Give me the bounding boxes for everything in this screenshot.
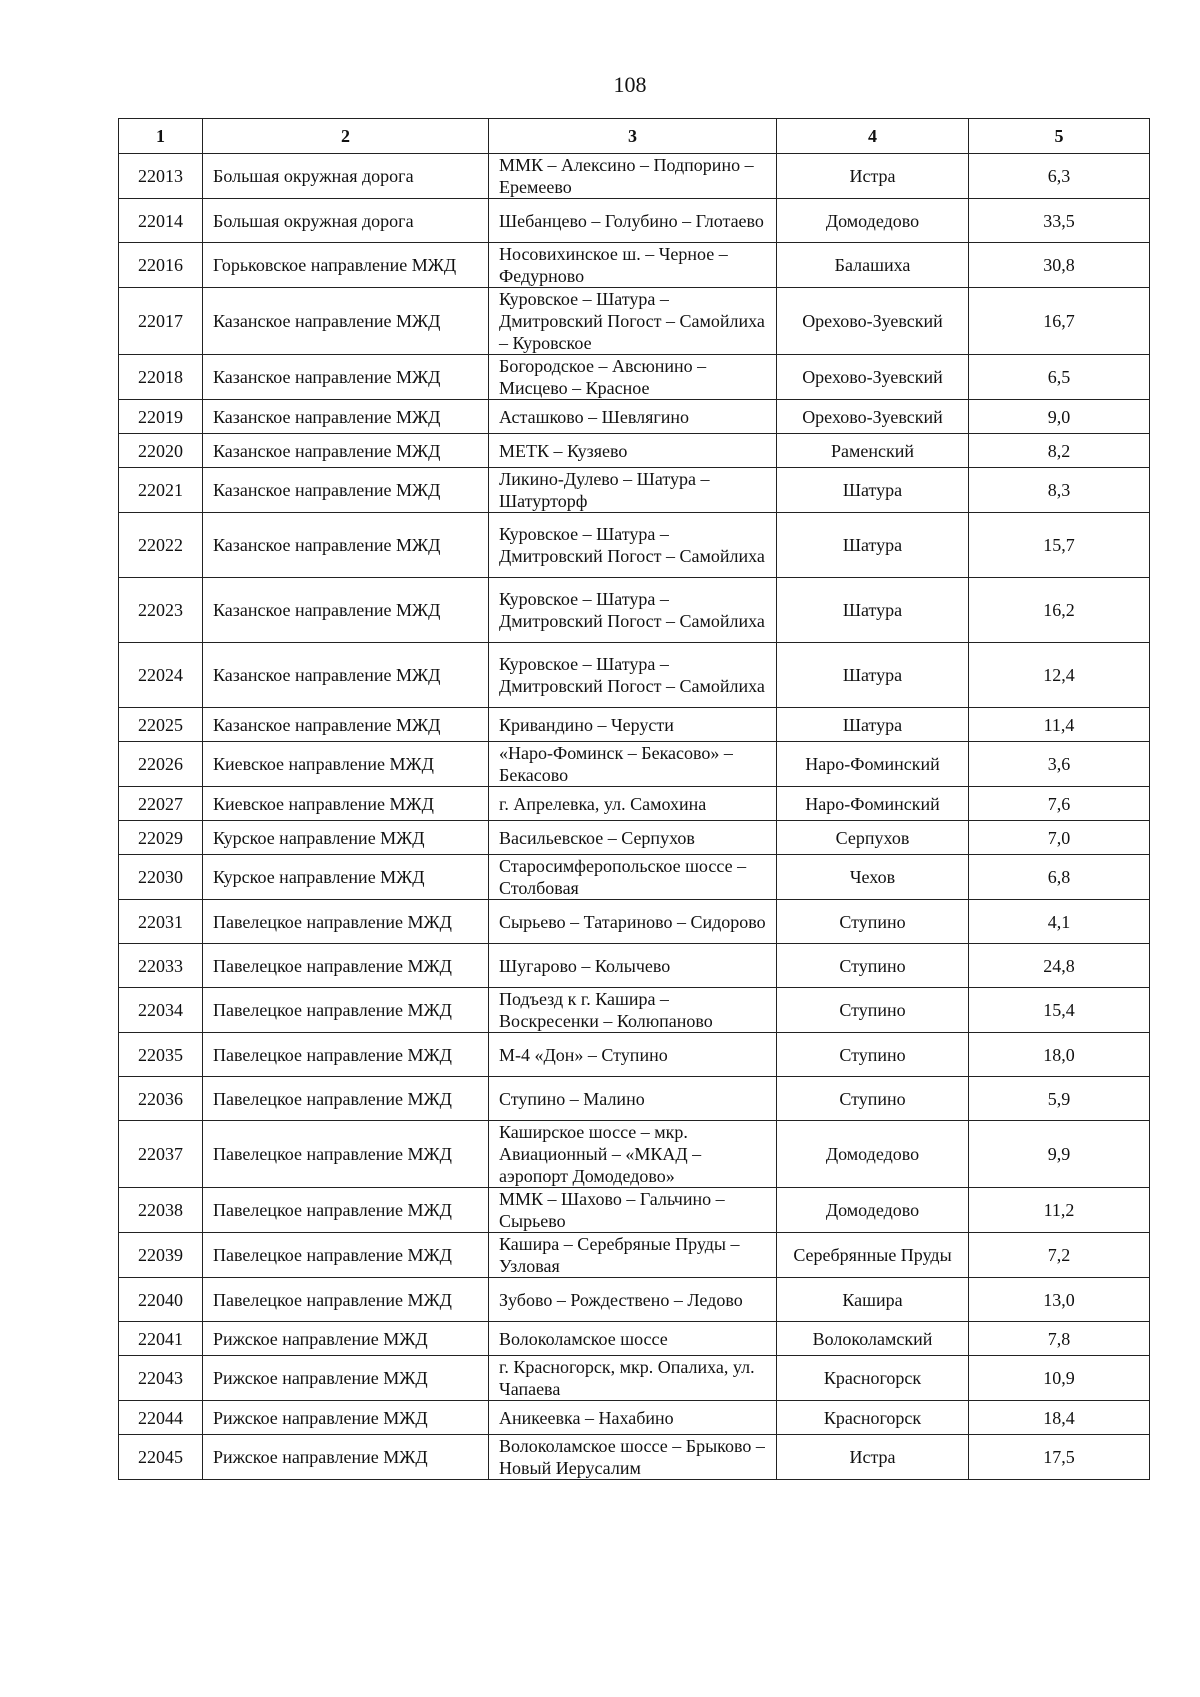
length-cell: 18,0 [969,1033,1150,1077]
district-cell: Наро-Фоминский [777,787,969,821]
road-name-cell: г. Апрелевка, ул. Самохина [489,787,777,821]
road-name-cell: Носовихинское ш. – Черное – Федурново [489,243,777,288]
road-name-cell: Старосимферопольское шоссе – Столбовая [489,855,777,900]
road-id-cell: 22014 [119,199,203,243]
road-name-cell: М-4 «Дон» – Ступино [489,1033,777,1077]
district-cell: Серпухов [777,821,969,855]
table-row [119,1233,1150,1278]
railway-direction-cell: Павелецкое направление МЖД [203,1188,489,1233]
road-name-cell: «Наро-Фоминск – Бекасово» – Бекасово [489,742,777,787]
table-row [119,1356,1150,1401]
district-cell: Кашира [777,1278,969,1322]
district-cell: Истра [777,1435,969,1480]
railway-direction-cell: Павелецкое направление МЖД [203,1077,489,1121]
table-row [119,855,1150,900]
road-name-cell: Волоколамское шоссе – Брыково – Новый Иерусалим [489,1435,777,1480]
road-id-cell: 22039 [119,1233,203,1278]
railway-direction-cell: Павелецкое направление МЖД [203,944,489,988]
length-cell: 18,4 [969,1401,1150,1435]
railway-direction-cell: Рижское направление МЖД [203,1401,489,1435]
road-name-cell: Волоколамское шоссе [489,1322,777,1356]
length-cell: 15,4 [969,988,1150,1033]
road-id-cell: 22019 [119,400,203,434]
railway-direction-cell: Казанское направление МЖД [203,513,489,578]
length-cell: 13,0 [969,1278,1150,1322]
length-cell: 7,8 [969,1322,1150,1356]
table-row [119,821,1150,855]
table-row [119,708,1150,742]
road-id-cell: 22045 [119,1435,203,1480]
table-row [119,988,1150,1033]
road-id-cell: 22026 [119,742,203,787]
table-row [119,355,1150,400]
railway-direction-cell: Киевское направление МЖД [203,787,489,821]
district-cell: Ступино [777,944,969,988]
table-row [119,578,1150,643]
district-cell: Домодедово [777,1188,969,1233]
length-cell: 12,4 [969,643,1150,708]
column-header-2: 2 [203,119,489,154]
railway-direction-cell: Павелецкое направление МЖД [203,988,489,1033]
road-id-cell: 22036 [119,1077,203,1121]
road-name-cell: Каширское шоссе – мкр. Авиационный – «МКАД – аэропорт Домодедово» [489,1121,777,1188]
table-row [119,1322,1150,1356]
length-cell: 11,4 [969,708,1150,742]
table-row [119,434,1150,468]
length-cell: 5,9 [969,1077,1150,1121]
table-row [119,1188,1150,1233]
road-id-cell: 22013 [119,154,203,199]
road-name-cell: Богородское – Авсюнино – Мисцево – Красное [489,355,777,400]
road-name-cell: Сырьево – Татариново – Сидорово [489,900,777,944]
table-row [119,787,1150,821]
district-cell: Балашиха [777,243,969,288]
table-row [119,199,1150,243]
district-cell: Истра [777,154,969,199]
length-cell: 8,2 [969,434,1150,468]
road-id-cell: 22027 [119,787,203,821]
road-id-cell: 22033 [119,944,203,988]
length-cell: 10,9 [969,1356,1150,1401]
length-cell: 7,0 [969,821,1150,855]
page-number: 108 [613,72,647,97]
road-name-cell: Куровское – Шатура – Дмитровский Погост – Самойлиха [489,513,777,578]
railway-direction-cell: Горьковское направление МЖД [203,243,489,288]
railway-direction-cell: Павелецкое направление МЖД [203,1233,489,1278]
length-cell: 3,6 [969,742,1150,787]
district-cell: Ступино [777,900,969,944]
railway-direction-cell: Казанское направление МЖД [203,643,489,708]
railway-direction-cell: Киевское направление МЖД [203,742,489,787]
road-name-cell: Асташково – Шевлягино [489,400,777,434]
railway-direction-cell: Павелецкое направление МЖД [203,1033,489,1077]
road-name-cell: Аникеевка – Нахабино [489,1401,777,1435]
district-cell: Красногорск [777,1401,969,1435]
railway-direction-cell: Казанское направление МЖД [203,400,489,434]
length-cell: 6,3 [969,154,1150,199]
length-cell: 7,2 [969,1233,1150,1278]
table-row [119,900,1150,944]
road-id-cell: 22020 [119,434,203,468]
road-id-cell: 22017 [119,288,203,355]
length-cell: 16,7 [969,288,1150,355]
length-cell: 33,5 [969,199,1150,243]
table-row [119,154,1150,199]
railway-direction-cell: Казанское направление МЖД [203,468,489,513]
district-cell: Чехов [777,855,969,900]
railway-direction-cell: Рижское направление МЖД [203,1356,489,1401]
table-row [119,1278,1150,1322]
railway-direction-cell: Казанское направление МЖД [203,355,489,400]
length-cell: 30,8 [969,243,1150,288]
length-cell: 7,6 [969,787,1150,821]
road-id-cell: 22031 [119,900,203,944]
road-name-cell: Кашира – Серебряные Пруды – Узловая [489,1233,777,1278]
length-cell: 4,1 [969,900,1150,944]
district-cell: Орехово-Зуевский [777,288,969,355]
district-cell: Домодедово [777,199,969,243]
length-cell: 9,9 [969,1121,1150,1188]
road-name-cell: Ступино – Малино [489,1077,777,1121]
length-cell: 17,5 [969,1435,1150,1480]
length-cell: 8,3 [969,468,1150,513]
road-id-cell: 22030 [119,855,203,900]
district-cell: Шатура [777,578,969,643]
table-row [119,1121,1150,1188]
length-cell: 24,8 [969,944,1150,988]
district-cell: Ступино [777,1077,969,1121]
railway-direction-cell: Павелецкое направление МЖД [203,1121,489,1188]
district-cell: Серебрянные Пруды [777,1233,969,1278]
table-body [119,154,1150,1480]
table-row [119,243,1150,288]
railway-direction-cell: Павелецкое направление МЖД [203,1278,489,1322]
district-cell: Домодедово [777,1121,969,1188]
road-name-cell: Шебанцево – Голубино – Глотаево [489,199,777,243]
road-name-cell: Зубово – Рождествено – Ледово [489,1278,777,1322]
road-id-cell: 22044 [119,1401,203,1435]
table-header-row [119,119,1150,154]
table-row [119,643,1150,708]
railway-direction-cell: Казанское направление МЖД [203,708,489,742]
road-name-cell: Васильевское – Серпухов [489,821,777,855]
railway-direction-cell: Большая окружная дорога [203,154,489,199]
district-cell: Орехово-Зуевский [777,355,969,400]
railway-direction-cell: Казанское направление МЖД [203,434,489,468]
railway-direction-cell: Курское направление МЖД [203,855,489,900]
roads-table [118,118,1150,1480]
table-row [119,400,1150,434]
length-cell: 15,7 [969,513,1150,578]
district-cell: Раменский [777,434,969,468]
railway-direction-cell: Казанское направление МЖД [203,288,489,355]
road-name-cell: ММК – Шахово – Гальчино – Сырьево [489,1188,777,1233]
district-cell: Наро-Фоминский [777,742,969,787]
road-id-cell: 22021 [119,468,203,513]
road-id-cell: 22038 [119,1188,203,1233]
district-cell: Волоколамский [777,1322,969,1356]
road-name-cell: Шугарово – Колычево [489,944,777,988]
road-id-cell: 22037 [119,1121,203,1188]
table-row [119,1435,1150,1480]
road-id-cell: 22041 [119,1322,203,1356]
district-cell: Орехово-Зуевский [777,400,969,434]
road-name-cell: Ликино-Дулево – Шатура – Шатурторф [489,468,777,513]
road-id-cell: 22043 [119,1356,203,1401]
length-cell: 9,0 [969,400,1150,434]
column-header-4: 4 [777,119,969,154]
road-name-cell: Куровское – Шатура – Дмитровский Погост – Самойлиха [489,578,777,643]
road-id-cell: 22018 [119,355,203,400]
road-name-cell: Кривандино – Черусти [489,708,777,742]
road-id-cell: 22029 [119,821,203,855]
table-row [119,944,1150,988]
railway-direction-cell: Курское направление МЖД [203,821,489,855]
column-header-1: 1 [119,119,203,154]
road-name-cell: Куровское – Шатура – Дмитровский Погост – Самойлиха – Куровское [489,288,777,355]
district-cell: Шатура [777,708,969,742]
length-cell: 6,8 [969,855,1150,900]
road-name-cell: МЕТК – Кузяево [489,434,777,468]
table-row [119,468,1150,513]
column-header-5: 5 [969,119,1150,154]
railway-direction-cell: Рижское направление МЖД [203,1435,489,1480]
district-cell: Шатура [777,513,969,578]
road-name-cell: Подъезд к г. Кашира – Воскресенки – Колюпаново [489,988,777,1033]
length-cell: 16,2 [969,578,1150,643]
road-id-cell: 22034 [119,988,203,1033]
table-row [119,1077,1150,1121]
railway-direction-cell: Павелецкое направление МЖД [203,900,489,944]
length-cell: 11,2 [969,1188,1150,1233]
road-id-cell: 22035 [119,1033,203,1077]
table-row [119,742,1150,787]
table-row [119,513,1150,578]
district-cell: Шатура [777,643,969,708]
road-id-cell: 22023 [119,578,203,643]
road-name-cell: г. Красногорск, мкр. Опалиха, ул. Чапаева [489,1356,777,1401]
column-header-3: 3 [489,119,777,154]
railway-direction-cell: Большая окружная дорога [203,199,489,243]
road-id-cell: 22025 [119,708,203,742]
road-name-cell: Куровское – Шатура – Дмитровский Погост – Самойлиха [489,643,777,708]
length-cell: 6,5 [969,355,1150,400]
railway-direction-cell: Рижское направление МЖД [203,1322,489,1356]
district-cell: Шатура [777,468,969,513]
road-id-cell: 22016 [119,243,203,288]
district-cell: Ступино [777,988,969,1033]
railway-direction-cell: Казанское направление МЖД [203,578,489,643]
district-cell: Красногорск [777,1356,969,1401]
table-row [119,1033,1150,1077]
district-cell: Ступино [777,1033,969,1077]
road-id-cell: 22040 [119,1278,203,1322]
table-row [119,288,1150,355]
road-id-cell: 22024 [119,643,203,708]
table-row [119,1401,1150,1435]
road-name-cell: ММК – Алексино – Подпорино – Еремеево [489,154,777,199]
road-id-cell: 22022 [119,513,203,578]
